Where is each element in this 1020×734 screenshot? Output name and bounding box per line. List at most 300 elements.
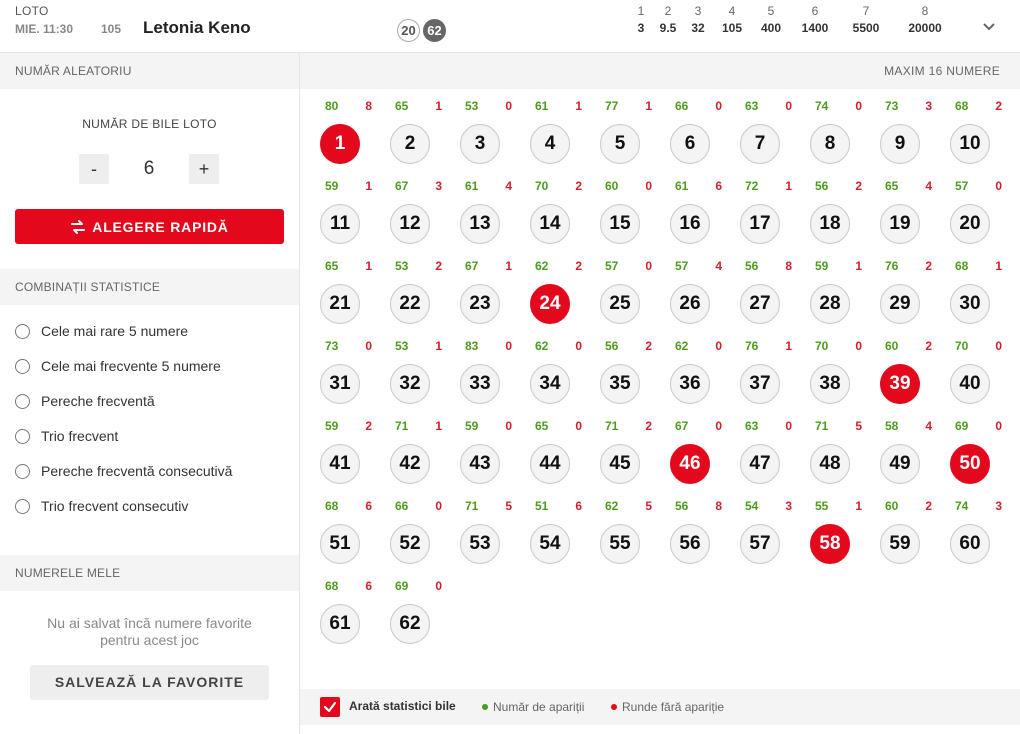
rounds-missing: 0 (995, 419, 1002, 433)
ball-cell (950, 399, 1010, 479)
rounds-missing: 0 (365, 339, 372, 353)
radio-circle-icon (15, 429, 30, 444)
rounds-missing: 8 (715, 499, 722, 513)
ball-cell (390, 399, 450, 479)
rounds-missing: 8 (365, 99, 372, 113)
legend-missing-label: Runde fără apariție (622, 700, 725, 714)
rounds-missing: 0 (715, 339, 722, 353)
number-ball[interactable]: 28 (810, 284, 850, 324)
ball-cell (600, 159, 660, 239)
favorites-note-line: Nu ai salvat încă numere favorite (47, 615, 252, 631)
rounds-missing: 1 (365, 179, 372, 193)
number-ball[interactable]: 41 (320, 444, 360, 484)
rounds-missing: 1 (855, 259, 862, 273)
appearance-count: 56 (605, 339, 619, 353)
number-ball[interactable]: 9 (880, 124, 920, 164)
appearance-count: 77 (605, 99, 619, 113)
number-ball[interactable]: 57 (740, 524, 780, 564)
appearance-count: 53 (395, 339, 409, 353)
rounds-missing: 0 (505, 99, 512, 113)
rounds-missing: 0 (995, 339, 1002, 353)
draw-number: 105 (101, 22, 122, 36)
chevron-down-icon[interactable] (980, 18, 998, 36)
appearance-count: 70 (955, 339, 969, 353)
stats-option[interactable] (15, 463, 295, 498)
ball-cell (880, 159, 940, 239)
ball-cell (530, 79, 590, 159)
number-ball[interactable]: 37 (740, 364, 780, 404)
stats-option-label: Pereche frecventă consecutivă (41, 463, 233, 479)
ball-cell (390, 79, 450, 159)
number-ball[interactable]: 36 (670, 364, 710, 404)
number-ball[interactable]: 13 (460, 204, 500, 244)
balls-count-label: NUMĂR DE BILE LOTO (82, 117, 217, 131)
stats-section-title: COMBINAȚII STATISTICE (0, 269, 299, 305)
draw-header[interactable] (0, 0, 1020, 53)
legend-missing (611, 700, 724, 714)
category-label: LOTO (15, 4, 49, 18)
stats-option[interactable] (15, 358, 295, 393)
number-ball[interactable]: 8 (810, 124, 850, 164)
ball-cell (600, 479, 660, 559)
ball-cell (390, 479, 450, 559)
ball-cell (810, 159, 870, 239)
rounds-missing: 2 (855, 179, 862, 193)
appearance-count: 67 (465, 259, 479, 273)
appearance-count: 53 (465, 99, 479, 113)
appearance-count: 56 (815, 179, 829, 193)
appearance-count: 80 (325, 99, 339, 113)
ball-cell (810, 319, 870, 399)
ball-cell (670, 479, 730, 559)
rounds-missing: 0 (645, 259, 652, 273)
ball-cell (880, 479, 940, 559)
appearance-count: 65 (325, 259, 339, 273)
ball-cell (320, 399, 380, 479)
ball-cell (670, 239, 730, 319)
number-ball[interactable]: 29 (880, 284, 920, 324)
ball-cell (390, 319, 450, 399)
appearance-count: 63 (745, 99, 759, 113)
number-ball[interactable]: 27 (740, 284, 780, 324)
appearance-count: 76 (745, 339, 759, 353)
rounds-missing: 6 (575, 499, 582, 513)
number-ball[interactable]: 24 (530, 284, 570, 324)
ball-cell (600, 239, 660, 319)
rounds-missing: 2 (435, 259, 442, 273)
ball-cell (460, 479, 520, 559)
rounds-missing: 6 (365, 499, 372, 513)
appearance-count: 71 (605, 419, 619, 433)
rounds-missing: 2 (365, 419, 372, 433)
ball-cell (950, 319, 1010, 399)
favorites-note-line: pentru acest joc (100, 632, 199, 648)
radio-circle-icon (15, 499, 30, 514)
appearance-count: 59 (325, 419, 339, 433)
stats-option[interactable] (15, 393, 295, 428)
max-numbers-label: MAXIM 16 NUMERE (884, 64, 1000, 78)
ball-cell (530, 239, 590, 319)
ball-cell (950, 159, 1010, 239)
number-ball[interactable]: 46 (670, 444, 710, 484)
number-ball[interactable]: 35 (600, 364, 640, 404)
ball-cell (740, 319, 800, 399)
quick-pick-button[interactable] (15, 209, 284, 244)
ball-cell (810, 239, 870, 319)
rounds-missing: 3 (925, 99, 932, 113)
ball-cell (600, 79, 660, 159)
number-ball[interactable]: 34 (530, 364, 570, 404)
number-ball[interactable]: 47 (740, 444, 780, 484)
appearance-count: 61 (535, 99, 549, 113)
paytable-value: 32 (691, 21, 705, 35)
ball-cell (880, 239, 940, 319)
ball-cell (740, 79, 800, 159)
appearance-count: 62 (605, 499, 619, 513)
appearance-count: 59 (325, 179, 339, 193)
ball-cell (950, 239, 1010, 319)
appearance-count: 60 (605, 179, 619, 193)
appearance-count: 72 (745, 179, 759, 193)
appearance-count: 57 (955, 179, 969, 193)
paytable-key: 6 (811, 4, 819, 18)
ball-cell (460, 159, 520, 239)
ball-cell (670, 399, 730, 479)
ball-cell (530, 479, 590, 559)
paytable-key: 2 (664, 4, 672, 18)
appearance-count: 62 (535, 339, 549, 353)
rounds-missing: 0 (715, 99, 722, 113)
rounds-missing: 1 (785, 339, 792, 353)
appearance-count: 68 (955, 259, 969, 273)
appearance-count: 61 (465, 179, 479, 193)
ball-cell (320, 319, 380, 399)
appearance-count: 59 (815, 259, 829, 273)
appearance-count: 70 (815, 339, 829, 353)
number-ball[interactable]: 39 (880, 364, 920, 404)
rounds-missing: 1 (505, 259, 512, 273)
appearance-count: 74 (815, 99, 829, 113)
rounds-missing: 0 (435, 579, 442, 593)
rounds-missing: 0 (575, 419, 582, 433)
stats-option-label: Trio frecvent (41, 428, 119, 444)
paytable-key: 1 (637, 4, 645, 18)
appearance-count: 74 (955, 499, 969, 513)
appearance-count: 63 (745, 419, 759, 433)
rounds-missing: 6 (365, 579, 372, 593)
ball-cell (740, 399, 800, 479)
appearance-count: 51 (535, 499, 549, 513)
ball-cell (810, 399, 870, 479)
paytable-value: 400 (760, 21, 782, 35)
rounds-missing: 2 (925, 339, 932, 353)
legend-count-label: Număr de apariții (493, 700, 585, 714)
number-ball[interactable]: 45 (600, 444, 640, 484)
number-ball[interactable]: 19 (880, 204, 920, 244)
rounds-missing: 3 (995, 499, 1002, 513)
rounds-missing: 1 (435, 419, 442, 433)
ball-cell (740, 479, 800, 559)
appearance-count: 54 (745, 499, 759, 513)
appearance-count: 66 (395, 499, 409, 513)
rounds-missing: 0 (995, 179, 1002, 193)
appearance-count: 59 (465, 419, 479, 433)
rounds-missing: 2 (995, 99, 1002, 113)
number-ball[interactable]: 51 (320, 524, 360, 564)
rounds-missing: 0 (505, 339, 512, 353)
number-ball[interactable]: 55 (600, 524, 640, 564)
rounds-missing: 0 (575, 339, 582, 353)
number-ball[interactable]: 26 (670, 284, 710, 324)
random-section-title: NUMĂR ALEATORIU (0, 53, 299, 89)
number-ball[interactable]: 2 (390, 124, 430, 164)
appearance-count: 55 (815, 499, 829, 513)
appearance-count: 58 (885, 419, 899, 433)
paytable-value: 105 (721, 21, 743, 35)
ball-cell (320, 79, 380, 159)
appearance-count: 76 (885, 259, 899, 273)
number-ball[interactable]: 17 (740, 204, 780, 244)
ball-cell (460, 319, 520, 399)
rounds-missing: 2 (925, 259, 932, 273)
stats-option[interactable] (15, 498, 295, 533)
ball-cell (320, 479, 380, 559)
appearance-count: 66 (675, 99, 689, 113)
quick-pick-label: ALEGERE RAPIDĂ (92, 218, 229, 235)
increment-button[interactable]: + (189, 154, 219, 184)
shuffle-arrows-icon (70, 219, 86, 235)
paytable-key: 3 (694, 4, 702, 18)
ball-cell (670, 319, 730, 399)
appearance-count: 65 (395, 99, 409, 113)
appearance-count: 56 (675, 499, 689, 513)
ball-cell (880, 399, 940, 479)
appearance-count: 83 (465, 339, 479, 353)
rounds-missing: 4 (925, 419, 932, 433)
rounds-missing: 1 (435, 339, 442, 353)
ball-cell (670, 159, 730, 239)
number-ball[interactable]: 12 (390, 204, 430, 244)
sidebar (0, 53, 300, 734)
number-ball[interactable]: 48 (810, 444, 850, 484)
appearance-count: 71 (815, 419, 829, 433)
number-ball[interactable]: 4 (530, 124, 570, 164)
radio-circle-icon (15, 394, 30, 409)
rounds-missing: 2 (575, 179, 582, 193)
rounds-missing: 4 (715, 259, 722, 273)
number-ball[interactable]: 7 (740, 124, 780, 164)
ball-cell (600, 399, 660, 479)
rounds-missing: 4 (505, 179, 512, 193)
ball-cell (320, 559, 380, 639)
rounds-missing: 0 (435, 499, 442, 513)
number-ball[interactable]: 18 (810, 204, 850, 244)
checkmark-icon (323, 700, 337, 714)
number-ball[interactable]: 49 (880, 444, 920, 484)
radio-circle-icon (15, 359, 30, 374)
appearance-count: 56 (745, 259, 759, 273)
number-ball[interactable]: 22 (390, 284, 430, 324)
appearance-count: 68 (325, 579, 339, 593)
paytable-value: 5500 (852, 21, 880, 35)
rounds-missing: 3 (785, 499, 792, 513)
game-name: Letonia Keno (143, 18, 251, 37)
rounds-missing: 5 (855, 419, 862, 433)
rounds-missing: 2 (575, 259, 582, 273)
rounds-missing: 6 (715, 179, 722, 193)
ball-cell (390, 159, 450, 239)
rounds-missing: 4 (925, 179, 932, 193)
appearance-count: 65 (885, 179, 899, 193)
paytable-value: 9.5 (659, 21, 677, 35)
rounds-missing: 0 (785, 99, 792, 113)
rounds-missing: 1 (575, 99, 582, 113)
paytable-value: 1400 (801, 21, 829, 35)
number-ball[interactable]: 25 (600, 284, 640, 324)
ball-cell (950, 79, 1010, 159)
number-ball[interactable]: 32 (390, 364, 430, 404)
number-ball[interactable]: 16 (670, 204, 710, 244)
ball-cell (880, 319, 940, 399)
rounds-missing: 0 (505, 419, 512, 433)
number-ball[interactable]: 52 (390, 524, 430, 564)
number-ball[interactable]: 30 (950, 284, 990, 324)
green-dot-icon (482, 704, 488, 710)
red-dot-icon (611, 704, 617, 710)
number-ball[interactable]: 31 (320, 364, 360, 404)
save-favorites-button[interactable]: SALVEAZĂ LA FAVORITE (30, 665, 269, 700)
board-footer (300, 689, 1020, 725)
number-ball[interactable]: 56 (670, 524, 710, 564)
appearance-count: 60 (885, 339, 899, 353)
number-ball[interactable]: 61 (320, 604, 360, 644)
my-numbers-section-title: NUMERELE MELE (0, 555, 299, 591)
mini-ball: 62 (423, 19, 446, 42)
appearance-count: 60 (885, 499, 899, 513)
number-ball[interactable]: 6 (670, 124, 710, 164)
appearance-count: 65 (535, 419, 549, 433)
appearance-count: 73 (885, 99, 899, 113)
draw-time: MIE. 11:30 (15, 22, 74, 36)
number-ball[interactable]: 23 (460, 284, 500, 324)
appearance-count: 67 (675, 419, 689, 433)
ball-cell (740, 159, 800, 239)
ball-cell (950, 479, 1010, 559)
rounds-missing: 1 (855, 499, 862, 513)
appearance-count: 70 (535, 179, 549, 193)
rounds-missing: 0 (645, 179, 652, 193)
appearance-count: 69 (395, 579, 409, 593)
favorites-empty-note (0, 615, 299, 649)
decrement-button[interactable]: - (79, 154, 109, 184)
appearance-count: 62 (535, 259, 549, 273)
appearance-count: 68 (325, 499, 339, 513)
number-ball[interactable]: 11 (320, 204, 360, 244)
number-ball[interactable]: 14 (530, 204, 570, 244)
appearance-count: 67 (395, 179, 409, 193)
number-ball[interactable]: 21 (320, 284, 360, 324)
rounds-missing: 1 (435, 99, 442, 113)
paytable-value: 20000 (908, 21, 942, 35)
ball-cell (320, 159, 380, 239)
ball-cell (460, 399, 520, 479)
ball-cell (810, 79, 870, 159)
number-ball[interactable]: 43 (460, 444, 500, 484)
ball-cell (530, 159, 590, 239)
rounds-missing: 1 (365, 259, 372, 273)
rounds-missing: 0 (855, 339, 862, 353)
number-ball[interactable]: 15 (600, 204, 640, 244)
stats-option[interactable] (15, 428, 295, 463)
appearance-count: 73 (325, 339, 339, 353)
stats-option[interactable] (15, 323, 295, 358)
rounds-missing: 2 (925, 499, 932, 513)
ball-cell (530, 399, 590, 479)
number-ball[interactable]: 62 (390, 604, 430, 644)
number-ball[interactable]: 5 (600, 124, 640, 164)
number-ball[interactable]: 44 (530, 444, 570, 484)
appearance-count: 68 (955, 99, 969, 113)
balls-count-value: 6 (143, 158, 155, 179)
show-stats-checkbox[interactable] (320, 697, 340, 717)
paytable-key: 4 (728, 4, 736, 18)
number-ball[interactable]: 1 (320, 124, 360, 164)
ball-cell (460, 79, 520, 159)
number-ball[interactable]: 33 (460, 364, 500, 404)
rounds-missing: 5 (645, 499, 652, 513)
appearance-count: 71 (465, 499, 479, 513)
rounds-missing: 0 (785, 419, 792, 433)
paytable-value: 3 (637, 21, 645, 35)
paytable-key: 7 (862, 4, 870, 18)
paytable-column (895, 4, 955, 35)
ball-cell (600, 319, 660, 399)
ball-cell (810, 479, 870, 559)
number-ball[interactable]: 60 (950, 524, 990, 564)
number-ball[interactable]: 58 (810, 524, 850, 564)
ball-cell (320, 239, 380, 319)
paytable-key: 5 (767, 4, 775, 18)
number-ball[interactable]: 3 (460, 124, 500, 164)
stats-options (15, 323, 295, 533)
number-ball[interactable]: 53 (460, 524, 500, 564)
rounds-missing: 0 (715, 419, 722, 433)
number-ball[interactable]: 38 (810, 364, 850, 404)
appearance-count: 69 (955, 419, 969, 433)
ball-cell (530, 319, 590, 399)
ball-cell (390, 559, 450, 639)
number-ball[interactable]: 10 (950, 124, 990, 164)
number-ball[interactable]: 50 (950, 444, 990, 484)
number-ball[interactable]: 40 (950, 364, 990, 404)
number-ball[interactable]: 54 (530, 524, 570, 564)
ball-grid (300, 89, 1020, 689)
ball-cell (460, 239, 520, 319)
rounds-missing: 1 (785, 179, 792, 193)
stats-option-label: Cele mai frecvente 5 numere (41, 358, 221, 374)
rounds-missing: 2 (645, 419, 652, 433)
appearance-count: 71 (395, 419, 409, 433)
rounds-missing: 1 (995, 259, 1002, 273)
rounds-missing: 5 (505, 499, 512, 513)
appearance-count: 57 (605, 259, 619, 273)
appearance-count: 53 (395, 259, 409, 273)
paytable-key: 8 (921, 4, 929, 18)
number-ball[interactable]: 20 (950, 204, 990, 244)
number-ball[interactable]: 59 (880, 524, 920, 564)
number-ball[interactable]: 42 (390, 444, 430, 484)
mini-ball: 20 (397, 19, 420, 42)
